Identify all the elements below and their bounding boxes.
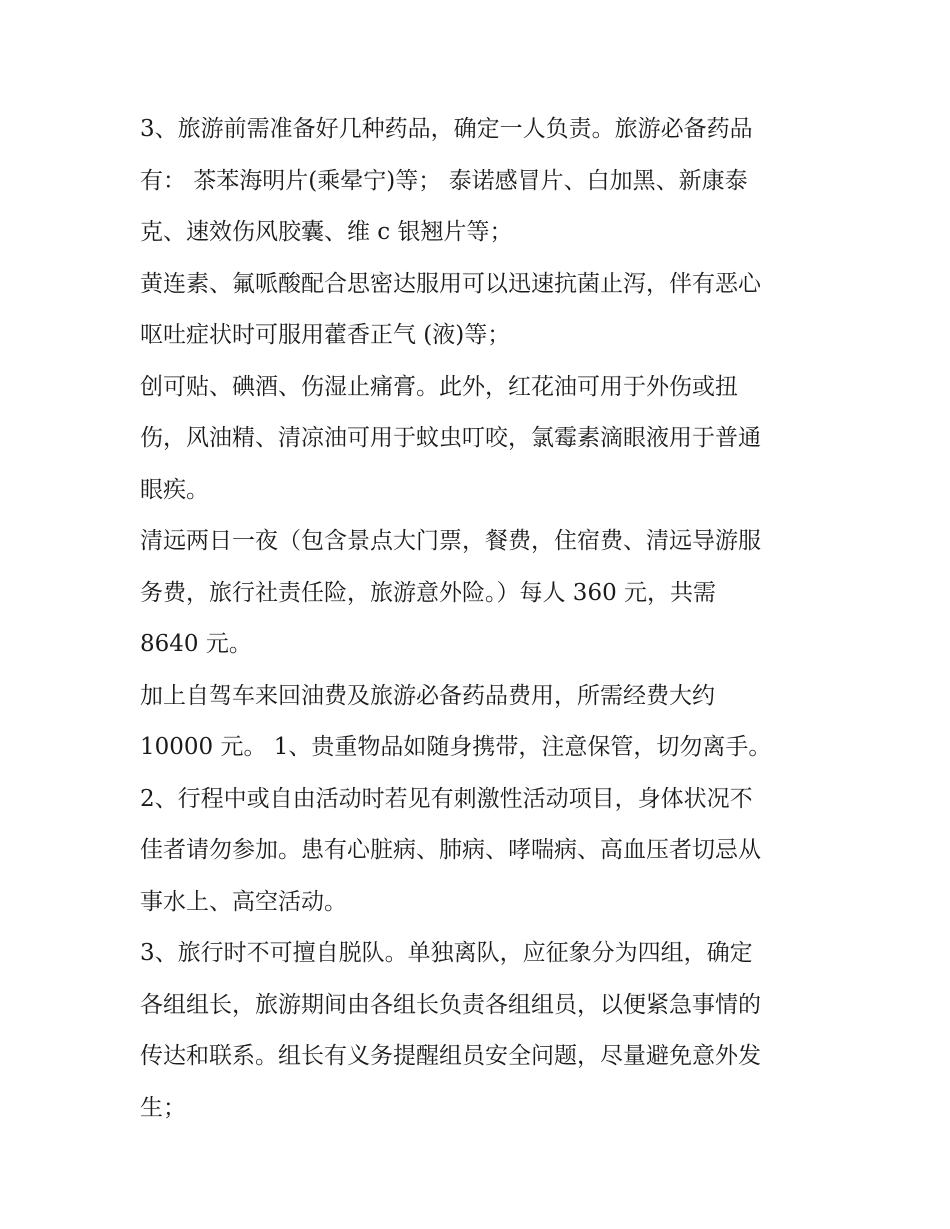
text-line: 传达和联系。组长有义务提醒组员安全问题，尽量避免意外发 [140,1043,761,1069]
text-line: 加上自驾车来回油费及旅游必备药品费用，所需经费大约 [140,682,715,709]
text-line: 3、旅行时不可擅自脱队。单独离队，应征象分为四组，确定 [140,940,753,966]
text-line: 各组组长，旅游期间由各组长负责各组组员，以便紧急事情的 [140,991,761,1018]
text-line: 3、旅游前需准备好几种药品，确定一人负责。旅游必备药品 [140,116,753,142]
text-line: 务费，旅行社责任险，旅游意外险。）每人 360 元，共需 [140,579,717,606]
paragraph-activity-safety [140,774,815,929]
text-line: 伤，风油精、清凉油可用于蚊虫叮咬，氯霉素滴眼液用于普通 [140,425,761,451]
text-line: 创可贴、碘酒、伤湿止痛膏。此外，红花油可用于外伤或扭 [140,373,738,400]
paragraph-total-budget [140,671,815,774]
paragraph-medicine-preparation [140,104,815,259]
text-line: 有： 茶苯海明片(乘晕宁)等； 泰诺感冒片、白加黑、新康泰 [140,167,748,194]
text-line: 8640 元。 [140,631,252,657]
text-line: 呕吐症状时可服用藿香正气 (液)等； [140,322,511,348]
document-body [140,104,815,1134]
text-line: 生； [140,1094,186,1121]
paragraph-first-aid [140,362,815,517]
text-line: 2、行程中或自由活动时若见有刺激性活动项目，身体状况不 [140,785,753,812]
text-line: 克、速效伤风胶囊、维 c 银翘片等； [140,219,513,245]
text-line: 黄连素、氟哌酸配合思密达服用可以迅速抗菌止泻，伴有恶心 [140,270,761,297]
text-line: 10000 元。 1、贵重物品如随身携带，注意保管，切勿离手。 [140,734,772,760]
paragraph-group-rules [140,928,815,1134]
paragraph-trip-cost [140,516,815,671]
text-line: 清远两日一夜（包含景点大门票，餐费，住宿费、清远导游服 [140,528,761,554]
text-line: 佳者请勿参加。患有心脏病、肺病、哮喘病、高血压者切忌从 [140,837,761,863]
text-line: 事水上、高空活动。 [140,888,347,915]
paragraph-diarrhea-medicine [140,259,815,362]
text-line: 眼疾。 [140,476,209,503]
